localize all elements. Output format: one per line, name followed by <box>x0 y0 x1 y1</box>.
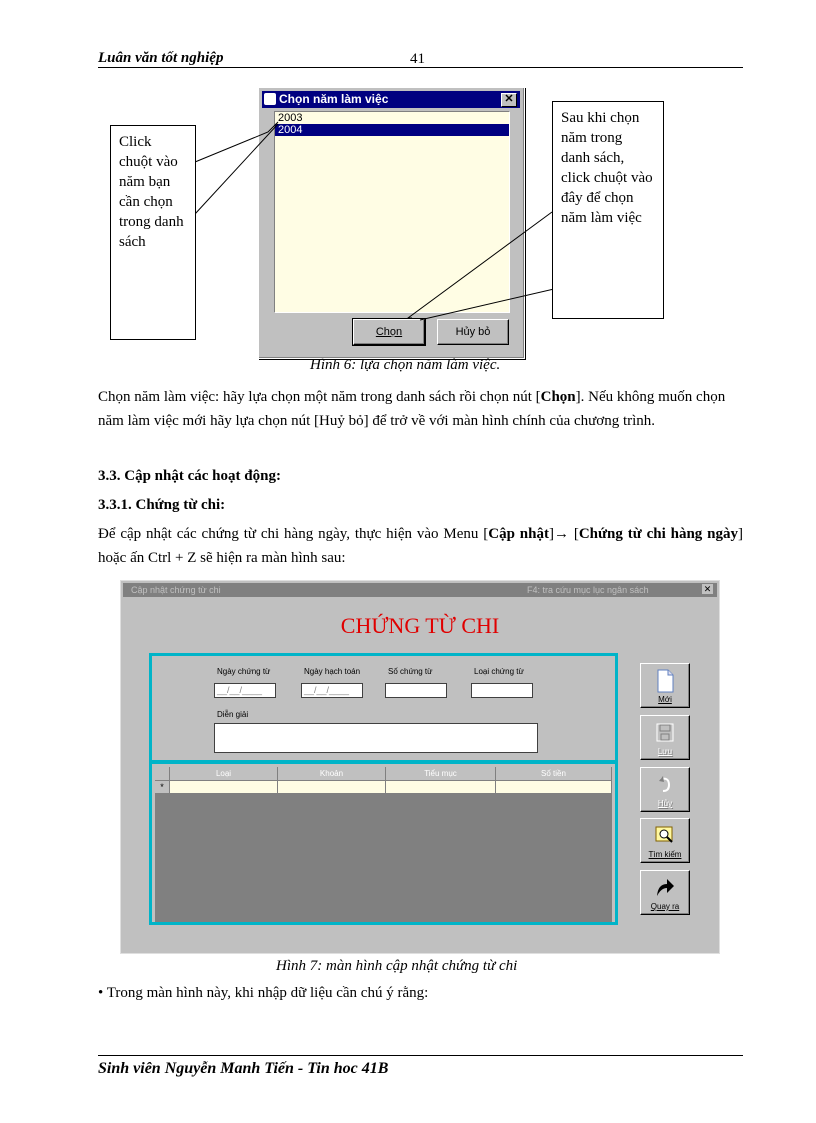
grid-cell[interactable] <box>386 781 496 793</box>
voucher-detail-panel <box>149 761 618 925</box>
para1-text1: Chọn năm làm việc: hãy lựa chọn một năm trong danh sách rồi chọn nút [ <box>98 389 541 405</box>
search-button-label: Tìm kiếm <box>648 850 682 859</box>
section-heading-3-3: 3.3. Cập nhật các hoạt động: <box>98 468 281 484</box>
return-arrow-icon <box>655 876 675 900</box>
grid-cell[interactable] <box>170 781 278 793</box>
search-icon <box>655 824 675 848</box>
label-voucher-number: Số chứng từ <box>388 667 433 676</box>
grid-header-loai[interactable]: Loại <box>170 767 278 780</box>
search-button[interactable] <box>640 818 690 863</box>
new-row-marker: * <box>155 781 170 793</box>
description-input[interactable] <box>214 723 538 753</box>
window-titlebar <box>123 583 717 597</box>
exit-button-label: Quay ra <box>650 902 680 911</box>
voucher-number-input[interactable] <box>385 683 447 698</box>
voucher-type-input[interactable] <box>471 683 533 698</box>
grid-header-so-tien[interactable]: Số tiền <box>496 767 612 780</box>
figure6-caption: Hình 6: lựa chọn năm làm việc. <box>310 357 501 373</box>
year-item-2003[interactable]: 2003 <box>278 112 303 124</box>
form-title: CHỨNG TỪ CHI <box>340 613 500 638</box>
posting-date-input[interactable]: __/__/____ <box>301 683 363 698</box>
figure7-caption: Hình 7: màn hình cập nhật chứng từ chi <box>276 958 518 974</box>
cancel-button[interactable] <box>640 767 690 812</box>
window-title: Cập nhật chứng từ chi <box>131 585 221 595</box>
footer-rule <box>98 1055 743 1056</box>
voucher-date-input[interactable]: __/__/____ <box>214 683 276 698</box>
grid-header-khoan[interactable]: Khoản <box>278 767 386 780</box>
new-button-label: Mới <box>658 695 672 704</box>
callout-left: Click chuột vào năm bạn cần chọn trong danh sách <box>110 125 196 340</box>
grid-cell[interactable] <box>496 781 612 793</box>
grid-cell[interactable] <box>278 781 386 793</box>
voucher-header-panel <box>149 653 618 763</box>
close-button[interactable]: ✕ <box>501 93 517 107</box>
paragraph-update-vouchers <box>98 522 743 570</box>
para2-bold2: Chứng từ chi hàng ngày <box>578 526 738 542</box>
save-button[interactable] <box>640 715 690 760</box>
cancel-button-label: Hủy bỏ <box>455 326 491 338</box>
page-number: 41 <box>410 51 425 67</box>
para2-text1: Để cập nhật các chứng từ chi hàng ngày, thực hiện vào Menu [ <box>98 526 489 542</box>
pointer-line-left-top <box>195 122 278 162</box>
footer-text: Sinh viên Nguyễn Manh Tiến - Tin hoc 41B <box>98 1060 389 1077</box>
section-heading-3-3-1: 3.3.1. Chứng từ chi: <box>98 497 226 513</box>
paragraph-choose-year <box>98 385 743 433</box>
undo-icon <box>655 773 675 797</box>
para2-bold1: Cập nhật <box>488 526 549 542</box>
cancel-button-label: Hủy <box>657 799 673 808</box>
pointer-line-right-top <box>408 212 552 318</box>
detail-grid[interactable] <box>155 767 612 922</box>
window-hint: F4: tra cứu mục lục ngân sách <box>527 585 649 595</box>
save-button-label: Lưu <box>657 747 673 756</box>
bullet-note: • Trong màn hình này, khi nhập dữ liệu cần chú ý rằng: <box>98 985 429 1001</box>
new-button[interactable] <box>640 663 690 708</box>
new-document-icon <box>655 669 675 693</box>
dialog-title: Chọn năm làm việc <box>279 92 389 106</box>
para2-text2: ]→ [ <box>548 526 579 542</box>
label-posting-date: Ngày hạch toán <box>304 667 361 676</box>
para1-bold: Chọn <box>540 389 576 405</box>
update-voucher-window <box>120 580 720 954</box>
label-voucher-date: Ngày chứng từ <box>217 667 271 676</box>
year-item-2004[interactable]: 2004 <box>275 124 509 136</box>
grid-corner <box>155 767 170 780</box>
callout-right: Sau khi chọn năm trong danh sách, click chuột vào đây để chọn năm làm việc <box>552 101 664 319</box>
grid-header-tieu-muc[interactable]: Tiểu mục <box>386 767 496 780</box>
save-icon <box>655 721 675 745</box>
para2-text3: ] hoặc ấn Ctrl + Z sẽ hiện ra màn hình sau: <box>98 526 743 566</box>
exit-button[interactable] <box>640 870 690 915</box>
window-close-button[interactable]: ✕ <box>703 584 712 594</box>
pointer-line-left-bottom <box>195 124 278 214</box>
choose-button-label: Chọn <box>375 326 403 338</box>
label-description: Diễn giải <box>217 710 249 719</box>
label-voucher-type: Loại chứng từ <box>474 667 524 676</box>
header-title: Luân văn tốt nghiệp <box>98 50 224 66</box>
para1-text2: ]. Nếu không muốn chọn năm làm việc mới hãy lựa chọn nút [Huỷ bỏ] để trở về với màn hình chính của chương trình. <box>98 389 726 429</box>
